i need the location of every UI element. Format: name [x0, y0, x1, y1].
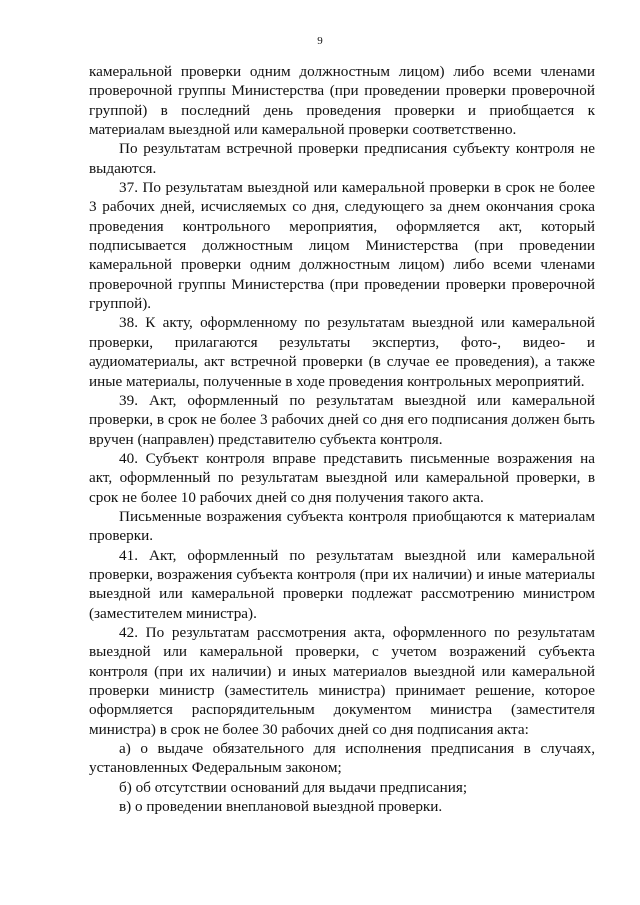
- page-number: 9: [317, 35, 323, 47]
- paragraph-39: 39. Акт, оформленный по результатам выездной или камеральной проверки, в срок не более 3 рабочих дней со дня его подписания должен быть вручен (направлен) представителю субъекта контроля.: [89, 391, 595, 448]
- document-body: [89, 62, 595, 816]
- paragraph-41: 41. Акт, оформленный по результатам выездной или камеральной проверки, возражения субъекта контроля (при их наличии) и иные материалы выездной или камеральной проверки подлежат рассмотрению министром (заместителем министра).: [89, 546, 595, 622]
- paragraph-counter-check: По результатам встречной проверки предписания субъекту контроля не выдаются.: [89, 140, 595, 177]
- paragraph-38: 38. К акту, оформленному по результатам выездной или камеральной проверки, прилагаются результаты экспертиз, фото-, видео- и аудиоматериалы, акт встречной проверки (в случае ее проведения), а также иные материалы, полученные в ходе проведения контрольных мероприятий.: [89, 314, 595, 390]
- paragraph-40-objections: Письменные возражения субъекта контроля приобщаются к материалам проверки.: [89, 507, 595, 545]
- paragraph-continuation: камеральной проверки одним должностным лицом) либо всеми членами проверочной группы Министерства (при проведении проверки проверочной группой) в последний день проведения проверки и приобщается к материалам выездной или камеральной проверки соответственно.: [89, 63, 595, 139]
- paragraph-42-item-a: а) о выдаче обязательного для исполнения предписания в случаях, установленных Федеральным законом;: [89, 740, 595, 777]
- paragraph-40: 40. Субъект контроля вправе представить письменные возражения на акт, оформленный по результатам выездной или камеральной проверки, в срок не более 10 рабочих дней со дня получения такого акта.: [89, 449, 595, 506]
- paragraph-42: 42. По результатам рассмотрения акта, оформленного по результатам выездной или камеральной проверки, с учетом возражений субъекта контроля (при их наличии) и иных материалов выездной или камеральной проверки министр (заместитель министра) принимает решение, которое оформляется распорядительным документом министра (заместителя министра) в срок не более 30 рабочих дней со дня подписания акта:: [89, 623, 595, 738]
- paragraph-42-item-b: б) об отсутствии оснований для выдачи предписания;: [119, 778, 468, 796]
- paragraph-42-item-c: в) о проведении внеплановой выездной проверки.: [119, 798, 443, 816]
- paragraph-37: 37. По результатам выездной или камеральной проверки в срок не более 3 рабочих дней, исчисляемых со дня, следующего за днем окончания срока проведения контрольного мероприятия, оформляется акт, который подписывается должностным лицом Министерства (при проведении камеральной проверки одним должностным лицом) либо всеми членами проверочной группы Министерства (при проведении проверки проверочной группой).: [89, 179, 595, 313]
